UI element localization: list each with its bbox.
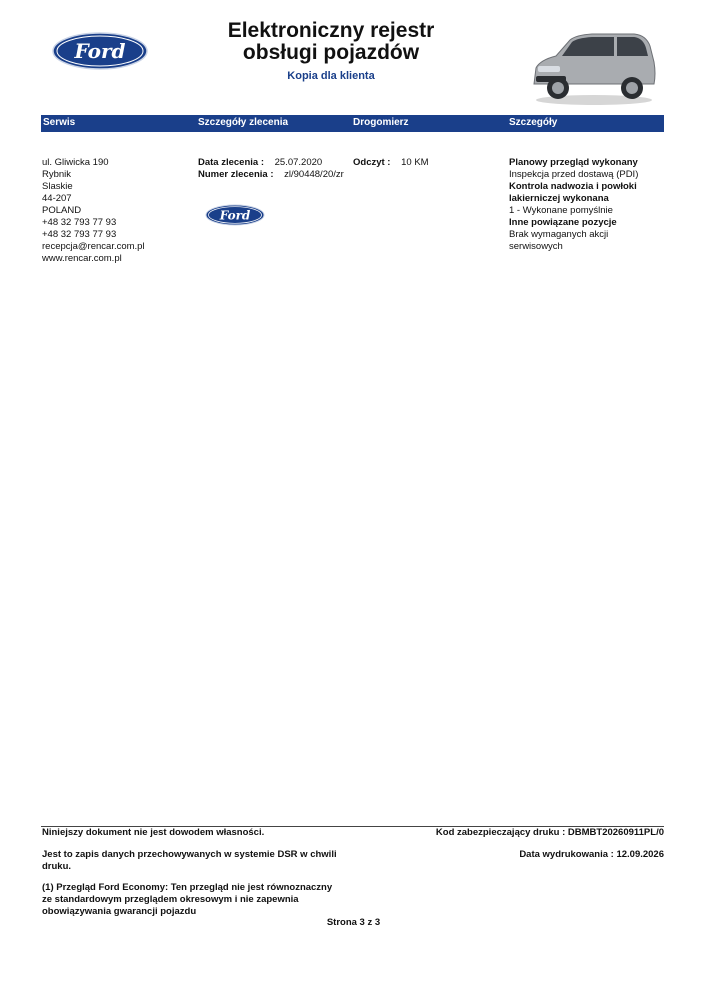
odometer-reading: [353, 157, 429, 169]
economy-note: [42, 882, 332, 918]
column-header-service: Serwis: [43, 117, 76, 128]
dealer-phone-2: +48 32 793 77 93: [42, 229, 117, 240]
dealer-address: [42, 157, 145, 265]
security-code: [434, 827, 664, 839]
dealer-city: Rybnik: [42, 169, 72, 180]
table-header-bar: [41, 115, 664, 132]
order-details: [198, 157, 344, 181]
order-date-label: Data zlecenia :: [198, 157, 264, 168]
dsr-note-line-2: druku.: [42, 861, 72, 872]
dsr-note-line-1: Jest to zapis danych przechowywanych w systemie DSR w chwili: [42, 849, 337, 860]
order-date-value: 25.07.2020: [274, 157, 323, 168]
dealer-region: Slaskie: [42, 181, 73, 192]
dsr-note: [42, 849, 337, 873]
service-details: [509, 157, 638, 253]
ownership-note: Niniejszy dokument nie jest dowodem własności.: [42, 827, 265, 838]
economy-note-line-1: (1) Przegląd Ford Economy: Ten przegląd nie jest równoznaczny: [42, 882, 333, 893]
odometer-value: 10 KM: [401, 157, 429, 168]
detail-1-title: Planowy przegląd wykonany: [509, 157, 638, 168]
vehicle-image: [522, 22, 662, 110]
column-header-odometer: Drogomierz: [353, 117, 409, 128]
dealer-website[interactable]: www.rencar.com.pl: [42, 253, 122, 264]
detail-2-title-line-1: Kontrola nadwozia i powłoki: [509, 181, 637, 192]
detail-1-text: Inspekcja przed dostawą (PDI): [509, 169, 639, 180]
detail-3-text-line-2: serwisowych: [509, 241, 563, 252]
ford-logo: [52, 32, 148, 70]
dealer-street: ul. Gliwicka 190: [42, 157, 109, 168]
document-subtitle: Kopia dla klienta: [287, 70, 375, 82]
security-code-value: DBMBT20260911PL/0: [567, 827, 664, 838]
dealer-email[interactable]: recepcja@rencar.com.pl: [42, 241, 145, 252]
detail-3-title: Inne powiązane pozycje: [509, 217, 617, 228]
title-line-1: Elektroniczny rejestr: [227, 19, 435, 42]
page-number: Strona 3 z 3: [326, 917, 381, 928]
economy-note-line-3: obowiązywania gwarancji pojazdu: [42, 906, 197, 917]
dealer-country: POLAND: [42, 205, 82, 216]
ford-logo-small: [205, 204, 265, 226]
dealer-postal: 44-207: [42, 193, 72, 204]
odometer-label: Odczyt :: [353, 157, 391, 168]
print-date-value: 12.09.2026: [616, 849, 664, 860]
column-header-order-details: Szczegóły zlecenia: [198, 117, 289, 128]
detail-2-text: 1 - Wykonane pomyślnie: [509, 205, 613, 216]
column-header-details: Szczegóły: [509, 117, 558, 128]
order-number-value: zl/90448/20/zr: [284, 169, 344, 180]
detail-3-text-line-1: Brak wymaganych akcji: [509, 229, 609, 240]
ford-logo-text: Ford: [74, 39, 126, 63]
order-number-label: Numer zlecenia :: [198, 169, 274, 180]
detail-2-title-line-2: lakierniczej wykonana: [509, 193, 609, 204]
print-date-label: Data wydrukowania :: [519, 849, 614, 860]
security-code-label: Kod zabezpieczający druku :: [435, 827, 566, 838]
economy-note-line-2: ze standardowym przeglądem okresowym i nie zapewnia: [42, 894, 299, 905]
document-title: [200, 20, 462, 64]
ford-logo-small-text: Ford: [219, 208, 251, 223]
print-date: [434, 849, 664, 861]
title-line-2: obsługi pojazdów: [242, 41, 420, 64]
dealer-phone-1: +48 32 793 77 93: [42, 217, 117, 228]
